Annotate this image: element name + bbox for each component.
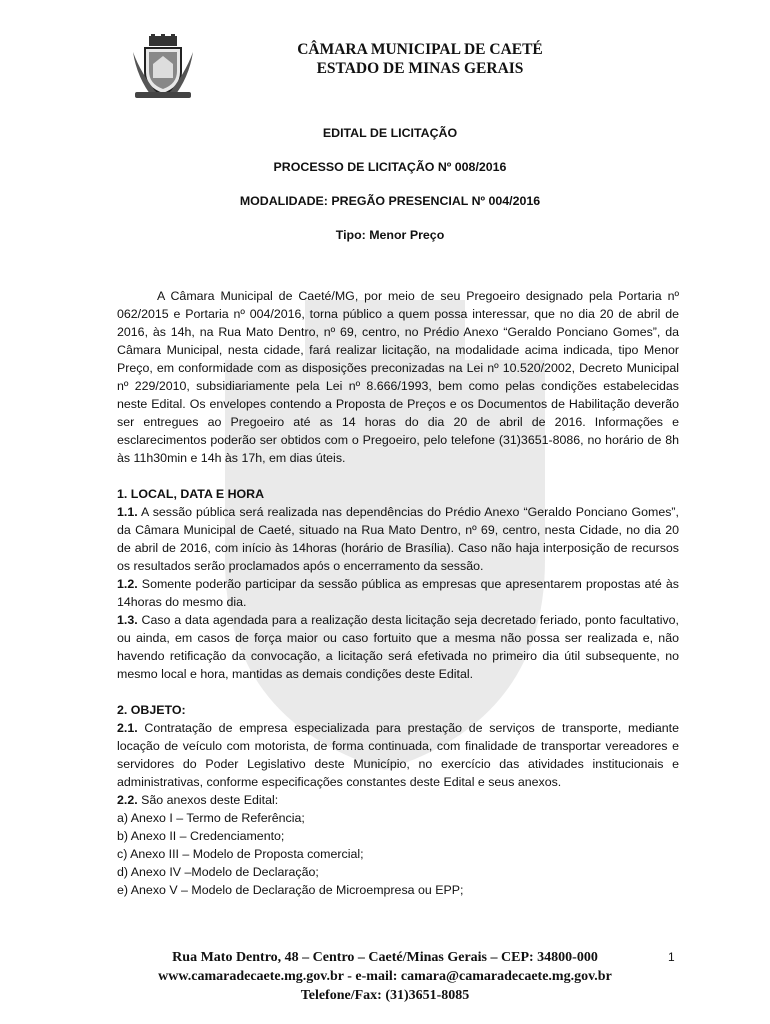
clause-text: São anexos deste Edital:: [137, 793, 279, 807]
page-number: 1: [668, 950, 675, 964]
state-name: ESTADO DE MINAS GERAIS: [316, 60, 524, 77]
clause-1-2: [117, 575, 679, 611]
clause-number: 1.3.: [117, 613, 138, 627]
clause-number: 2.1.: [117, 721, 138, 735]
process-title: PROCESSO DE LICITAÇÃO Nº 008/2016: [273, 160, 507, 174]
annex-item: c) Anexo III – Modelo de Proposta comercial;: [117, 847, 364, 861]
clause-number: 2.2.: [117, 793, 138, 807]
clause-text: A sessão pública será realizada nas dependências do Prédio Anexo “Geraldo Ponciano Gomes”, da Câmara Municipal de Caeté, situado na Rua Mato Dentro, nº 69, centro, nesta Cidade, no dia 20 de abril de 2016, com início às 14horas (horário de Brasília). Caso não haja interposição de recursos os resultados serão proclamados após o encerramento da sessão.: [117, 505, 679, 573]
modality-title: MODALIDADE: PREGÃO PRESENCIAL Nº 004/2016: [239, 194, 541, 208]
clause-1-1: [117, 503, 679, 575]
annex-item: e) Anexo V – Modelo de Declaração de Microempresa ou EPP;: [117, 883, 464, 897]
footer-phone: Telefone/Fax: (31)3651-8085: [300, 988, 470, 1003]
clause-text: Contratação de empresa especializada para prestação de serviços de transporte, mediante locação de veículo com motorista, de forma continuada, com finalidade de transportar vereadores e servidores do Poder Legislativo deste Município, no exercício das atividades institucionais e administrativas, conforme especificações constantes deste Edital e seus anexos.: [117, 721, 679, 789]
clause-text: Somente poderão participar da sessão pública as empresas que apresentarem propostas até às 14horas do mesmo dia.: [117, 577, 679, 609]
footer-address: Rua Mato Dentro, 48 – Centro – Caeté/Minas Gerais – CEP: 34800-000: [172, 950, 598, 965]
annex-item: a) Anexo I – Termo de Referência;: [117, 811, 305, 825]
annex-item: d) Anexo IV –Modelo de Declaração;: [117, 865, 319, 879]
chamber-name: CÂMARA MUNICIPAL DE CAETÉ: [297, 41, 543, 58]
letterhead: [0, 34, 770, 104]
document-titles: [110, 123, 670, 259]
municipal-crest-icon: [131, 34, 195, 100]
section-1-title: 1. LOCAL, DATA E HORA: [117, 487, 265, 501]
letterhead-footer: [0, 948, 770, 1005]
clause-text: Caso a data agendada para a realização desta licitação seja decretado feriado, ponto facultativo, ou ainda, em casos de força maior ou caso fortuito que a mesma não possa ser realizada e, não havendo retificação da convocação, a licitação será efetivada no primeiro dia útil subsequente, no mesmo local e hora, mantidas as demais condições deste Edital.: [117, 613, 679, 681]
document-body: [117, 287, 679, 899]
clause-number: 1.2.: [117, 577, 138, 591]
edital-title: EDITAL DE LICITAÇÃO: [322, 126, 458, 140]
clause-number: 1.1.: [117, 505, 138, 519]
section-2-title: 2. OBJETO:: [117, 703, 186, 717]
clause-2-1: [117, 719, 679, 791]
clause-2-2: [117, 791, 679, 809]
intro-paragraph: A Câmara Municipal de Caeté/MG, por meio de seu Pregoeiro designado pela Portaria nº 062/2015 e Portaria nº 004/2016, torna público a quem possa interessar, que no dia 20 de abril de 2016, às 14h, na Rua Mato Dentro, nº 69, centro, no Prédio Anexo “Geraldo Ponciano Gomes”, da Câmara Municipal, nesta cidade, fará realizar licitação, na modalidade acima indicada, tipo Menor Preço, em conformidade com as disposições preconizadas na Lei nº 10.520/2002, Decreto Municipal nº 229/2010, subsidiariamente pela Lei nº 8.666/1993, bem como pelas condições estabelecidas neste Edital. Os envelopes contendo a Proposta de Preços e os Documentos de Habilitação deverão ser entregues ao Pregoeiro até as 14 horas do dia 20 de abril de 2016. Informações e esclarecimentos poderão ser obtidos com o Pregoeiro, pelo telefone (31)3651-8086, no horário de 8h às 11h30min e 14h às 17h, em dias úteis.: [117, 289, 679, 465]
type-title: Tipo: Menor Preço: [335, 228, 445, 242]
footer-web-email: www.camaradecaete.mg.gov.br - e-mail: camara@camaradecaete.mg.gov.br: [158, 969, 612, 984]
annex-item: b) Anexo II – Credenciamento;: [117, 829, 285, 843]
clause-1-3: [117, 611, 679, 683]
